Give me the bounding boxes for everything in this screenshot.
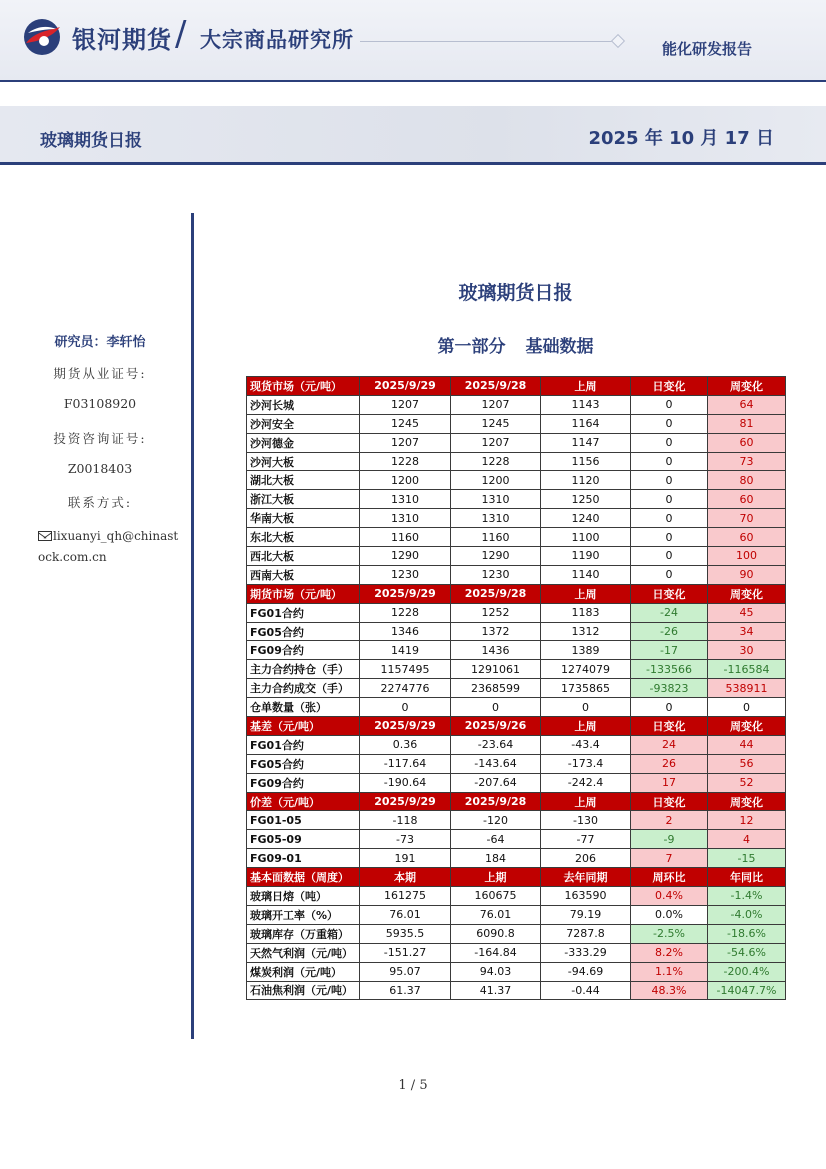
table-cell: 2025/9/28	[451, 584, 541, 603]
table-cell: 年同比	[708, 868, 786, 887]
table-cell: -333.29	[541, 943, 631, 962]
header-rule	[360, 41, 618, 42]
row-label-cell: FG05-09	[247, 830, 360, 849]
row-label-cell: 主力合约持仓（手）	[247, 660, 360, 679]
table-cell: -94.69	[541, 962, 631, 981]
report-date: 2025 年 10 月 17 日	[588, 128, 774, 149]
table-cell: 0	[360, 698, 451, 717]
table-row	[247, 849, 786, 868]
researcher-name: 研究员：李轩怡	[54, 335, 146, 350]
table-cell: 1164	[541, 414, 631, 433]
table-cell: 周环比	[631, 868, 708, 887]
table-cell: 日变化	[631, 717, 708, 736]
table-cell: 34	[708, 622, 786, 641]
table-row	[247, 735, 786, 754]
table-cell: -23.64	[451, 735, 541, 754]
table-cell: 95.07	[360, 962, 451, 981]
row-label-cell: 基本面数据（周度）	[247, 868, 360, 887]
table-cell: -24	[631, 603, 708, 622]
table-cell: 1140	[541, 565, 631, 584]
table-cell: 2025/9/29	[360, 377, 451, 396]
table-cell: 1436	[451, 641, 541, 660]
table-cell: 周变化	[708, 377, 786, 396]
table-cell: 1100	[541, 528, 631, 547]
table-cell: 1252	[451, 603, 541, 622]
table-cell: 56	[708, 754, 786, 773]
table-cell: 1291061	[451, 660, 541, 679]
table-cell: 1310	[451, 509, 541, 528]
table-row	[247, 433, 786, 452]
row-label-cell: 玻璃开工率（%）	[247, 905, 360, 924]
row-label-cell: 天然气利润（元/吨）	[247, 943, 360, 962]
table-cell: 163590	[541, 887, 631, 906]
table-cell: 30	[708, 641, 786, 660]
table-cell: 2274776	[360, 679, 451, 698]
row-label-cell: 期货市场（元/吨）	[247, 584, 360, 603]
table-row	[247, 887, 786, 906]
row-label-cell: 基差（元/吨）	[247, 717, 360, 736]
row-label-cell: 价差（元/吨）	[247, 792, 360, 811]
consult-label: 投资咨询证号:	[53, 431, 147, 446]
table-cell: 1207	[451, 395, 541, 414]
table-row	[247, 830, 786, 849]
table-cell: 90	[708, 565, 786, 584]
table-cell: -130	[541, 811, 631, 830]
row-label-cell: 主力合约成交（手）	[247, 679, 360, 698]
table-cell: 0.0%	[631, 905, 708, 924]
table-cell: -73	[360, 830, 451, 849]
table-cell: -4.0%	[708, 905, 786, 924]
table-cell: -173.4	[541, 754, 631, 773]
table-cell: 2368599	[451, 679, 541, 698]
table-cell: 1230	[451, 565, 541, 584]
row-label-cell: 西南大板	[247, 565, 360, 584]
table-row	[247, 452, 786, 471]
row-label-cell: 煤炭利润（元/吨）	[247, 962, 360, 981]
table-cell: 12	[708, 811, 786, 830]
table-cell: 1200	[451, 471, 541, 490]
table-cell: 76.01	[451, 905, 541, 924]
table-row	[247, 773, 786, 792]
table-cell: 1143	[541, 395, 631, 414]
table-cell: 1735865	[541, 679, 631, 698]
table-row	[247, 641, 786, 660]
table-cell: 2025/9/29	[360, 717, 451, 736]
table-cell: 8.2%	[631, 943, 708, 962]
table-cell: -120	[451, 811, 541, 830]
table-cell: 1.1%	[631, 962, 708, 981]
table-cell: 0	[631, 471, 708, 490]
table-cell: -64	[451, 830, 541, 849]
table-cell: -17	[631, 641, 708, 660]
table-cell: 1228	[360, 452, 451, 471]
table-cell: 1372	[451, 622, 541, 641]
table-row	[247, 679, 786, 698]
row-label-cell: FG05合约	[247, 622, 360, 641]
table-cell: 上周	[541, 717, 631, 736]
table-cell: 61.37	[360, 981, 451, 1000]
table-cell: -242.4	[541, 773, 631, 792]
table-cell: 本期	[360, 868, 451, 887]
table-cell: 26	[631, 754, 708, 773]
table-cell: 1346	[360, 622, 451, 641]
contact-label: 联系方式:	[67, 495, 133, 510]
table-row	[247, 811, 786, 830]
table-cell: 24	[631, 735, 708, 754]
table-row	[247, 924, 786, 943]
table-cell: 0	[631, 414, 708, 433]
table-section-header	[247, 717, 786, 736]
table-cell: 1245	[451, 414, 541, 433]
table-cell: 1290	[360, 547, 451, 566]
table-row	[247, 414, 786, 433]
table-cell: 76.01	[360, 905, 451, 924]
table-cell: 上周	[541, 584, 631, 603]
table-cell: 1312	[541, 622, 631, 641]
table-cell: -133566	[631, 660, 708, 679]
row-label-cell: FG05合约	[247, 754, 360, 773]
table-cell: -207.64	[451, 773, 541, 792]
table-cell: -0.44	[541, 981, 631, 1000]
table-cell: 周变化	[708, 792, 786, 811]
table-cell: -116584	[708, 660, 786, 679]
table-section-header	[247, 792, 786, 811]
table-cell: 44	[708, 735, 786, 754]
table-cell: 1310	[360, 509, 451, 528]
table-cell: 1156	[541, 452, 631, 471]
table-cell: 7287.8	[541, 924, 631, 943]
mail-icon	[38, 531, 52, 541]
table-cell: 60	[708, 433, 786, 452]
table-cell: 周变化	[708, 584, 786, 603]
table-cell: 0	[451, 698, 541, 717]
table-cell: 0	[631, 433, 708, 452]
table-cell: -77	[541, 830, 631, 849]
table-row	[247, 698, 786, 717]
table-cell: 1120	[541, 471, 631, 490]
table-cell: 上周	[541, 377, 631, 396]
table-cell: -1.4%	[708, 887, 786, 906]
table-cell: 0	[708, 698, 786, 717]
table-cell: -18.6%	[708, 924, 786, 943]
header-divider	[0, 80, 826, 82]
table-cell: 1160	[451, 528, 541, 547]
table-cell: 1245	[360, 414, 451, 433]
table-cell: 1250	[541, 490, 631, 509]
table-cell: 48.3%	[631, 981, 708, 1000]
table-row	[247, 603, 786, 622]
table-cell: 160675	[451, 887, 541, 906]
row-label-cell: 湖北大板	[247, 471, 360, 490]
brand-name: 银河期货	[72, 26, 172, 54]
report-title: 玻璃期货日报	[40, 131, 142, 151]
table-cell: 1228	[360, 603, 451, 622]
consult-value: Z0018403	[67, 461, 133, 476]
table-cell: 1419	[360, 641, 451, 660]
license-value: F03108920	[63, 396, 137, 411]
row-label-cell: 石油焦利润（元/吨）	[247, 981, 360, 1000]
table-cell: -117.64	[360, 754, 451, 773]
table-cell: 5935.5	[360, 924, 451, 943]
table-cell: -14047.7%	[708, 981, 786, 1000]
table-row	[247, 754, 786, 773]
table-cell: 4	[708, 830, 786, 849]
table-cell: 周变化	[708, 717, 786, 736]
table-cell: 184	[451, 849, 541, 868]
table-cell: -151.27	[360, 943, 451, 962]
table-row	[247, 622, 786, 641]
table-row	[247, 943, 786, 962]
table-cell: 0.4%	[631, 887, 708, 906]
table-cell: 1147	[541, 433, 631, 452]
row-label-cell: 沙河大板	[247, 452, 360, 471]
table-cell: 0	[631, 528, 708, 547]
table-cell: 2025/9/29	[360, 792, 451, 811]
row-label-cell: FG09合约	[247, 641, 360, 660]
row-label-cell: 西北大板	[247, 547, 360, 566]
license-label: 期货从业证号:	[53, 366, 147, 381]
table-cell: 0	[631, 565, 708, 584]
table-cell: 60	[708, 490, 786, 509]
table-row	[247, 660, 786, 679]
table-cell: 73	[708, 452, 786, 471]
table-cell: 0	[541, 698, 631, 717]
table-cell: 206	[541, 849, 631, 868]
table-section-header	[247, 584, 786, 603]
table-cell: -118	[360, 811, 451, 830]
row-label-cell: FG01合约	[247, 603, 360, 622]
table-cell: 2025/9/26	[451, 717, 541, 736]
row-label-cell: FG01-05	[247, 811, 360, 830]
table-cell: 7	[631, 849, 708, 868]
report-type: 能化研发报告	[661, 40, 752, 58]
table-cell: 0	[631, 698, 708, 717]
table-cell: -200.4%	[708, 962, 786, 981]
table-cell: 0	[631, 509, 708, 528]
row-label-cell: 仓单数量（张）	[247, 698, 360, 717]
row-label-cell: FG01合约	[247, 735, 360, 754]
row-label-cell: FG09-01	[247, 849, 360, 868]
row-label-cell: 沙河长城	[247, 395, 360, 414]
row-label-cell: 浙江大板	[247, 490, 360, 509]
table-cell: 1290	[451, 547, 541, 566]
table-cell: 60	[708, 528, 786, 547]
table-row	[247, 528, 786, 547]
table-cell: 2025/9/28	[451, 792, 541, 811]
table-cell: -15	[708, 849, 786, 868]
table-cell: 上周	[541, 792, 631, 811]
contact-email[interactable]	[38, 526, 180, 568]
sidebar-divider	[191, 213, 194, 1039]
table-cell: 1190	[541, 547, 631, 566]
table-cell: 1310	[451, 490, 541, 509]
table-cell: 1240	[541, 509, 631, 528]
galaxy-logo-icon	[22, 17, 62, 57]
table-section-header	[247, 868, 786, 887]
table-cell: -2.5%	[631, 924, 708, 943]
table-row	[247, 395, 786, 414]
table-cell: -43.4	[541, 735, 631, 754]
data-table	[246, 376, 786, 1000]
table-cell: -9	[631, 830, 708, 849]
table-cell: 52	[708, 773, 786, 792]
table-row	[247, 905, 786, 924]
table-cell: -54.6%	[708, 943, 786, 962]
table-cell: 1389	[541, 641, 631, 660]
table-cell: 2025/9/29	[360, 584, 451, 603]
table-cell: 17	[631, 773, 708, 792]
table-cell: 45	[708, 603, 786, 622]
table-cell: -93823	[631, 679, 708, 698]
table-cell: 1200	[360, 471, 451, 490]
table-cell: 94.03	[451, 962, 541, 981]
row-label-cell: 沙河德金	[247, 433, 360, 452]
table-row	[247, 962, 786, 981]
table-cell: 41.37	[451, 981, 541, 1000]
table-cell: 81	[708, 414, 786, 433]
table-cell: -164.84	[451, 943, 541, 962]
row-label-cell: 华南大板	[247, 509, 360, 528]
table-cell: 1228	[451, 452, 541, 471]
table-cell: 0.36	[360, 735, 451, 754]
section-title: 第一部分 基础数据	[437, 337, 594, 357]
table-cell: 538911	[708, 679, 786, 698]
page-number: 1 / 5	[398, 1078, 428, 1093]
table-row	[247, 490, 786, 509]
table-cell: 161275	[360, 887, 451, 906]
row-label-cell: 玻璃日熔（吨）	[247, 887, 360, 906]
table-cell: 191	[360, 849, 451, 868]
table-cell: 80	[708, 471, 786, 490]
table-cell: 1207	[451, 433, 541, 452]
table-cell: 64	[708, 395, 786, 414]
table-cell: 70	[708, 509, 786, 528]
table-cell: 0	[631, 490, 708, 509]
table-cell: 1207	[360, 395, 451, 414]
row-label-cell: 现货市场（元/吨）	[247, 377, 360, 396]
table-cell: 6090.8	[451, 924, 541, 943]
table-cell: 0	[631, 395, 708, 414]
table-cell: 日变化	[631, 377, 708, 396]
table-cell: 上期	[451, 868, 541, 887]
table-cell: 日变化	[631, 584, 708, 603]
table-cell: -190.64	[360, 773, 451, 792]
table-cell: 1157495	[360, 660, 451, 679]
row-label-cell: 沙河安全	[247, 414, 360, 433]
row-label-cell: 玻璃库存（万重箱）	[247, 924, 360, 943]
table-section-header	[247, 377, 786, 396]
table-cell: 0	[631, 452, 708, 471]
table-cell: 100	[708, 547, 786, 566]
email-text[interactable]: lixuanyi_qh@chinastock.com.cn	[38, 529, 179, 564]
header-slash: /	[175, 14, 187, 54]
table-cell: 1207	[360, 433, 451, 452]
table-row	[247, 509, 786, 528]
table-cell: 日变化	[631, 792, 708, 811]
title-band-divider	[0, 162, 826, 165]
table-row	[247, 547, 786, 566]
table-cell: 1310	[360, 490, 451, 509]
table-cell: 1230	[360, 565, 451, 584]
table-cell: 1183	[541, 603, 631, 622]
table-cell: 1274079	[541, 660, 631, 679]
row-label-cell: 东北大板	[247, 528, 360, 547]
table-row	[247, 565, 786, 584]
row-label-cell: FG09合约	[247, 773, 360, 792]
table-cell: 0	[631, 547, 708, 566]
table-cell: 2	[631, 811, 708, 830]
table-cell: 79.19	[541, 905, 631, 924]
table-cell: 2025/9/28	[451, 377, 541, 396]
table-row	[247, 471, 786, 490]
table-cell: -143.64	[451, 754, 541, 773]
table-row	[247, 981, 786, 1000]
table-cell: 去年同期	[541, 868, 631, 887]
institute-name: 大宗商品研究所	[200, 28, 354, 52]
table-cell: -26	[631, 622, 708, 641]
main-title: 玻璃期货日报	[458, 282, 573, 304]
table-cell: 1160	[360, 528, 451, 547]
